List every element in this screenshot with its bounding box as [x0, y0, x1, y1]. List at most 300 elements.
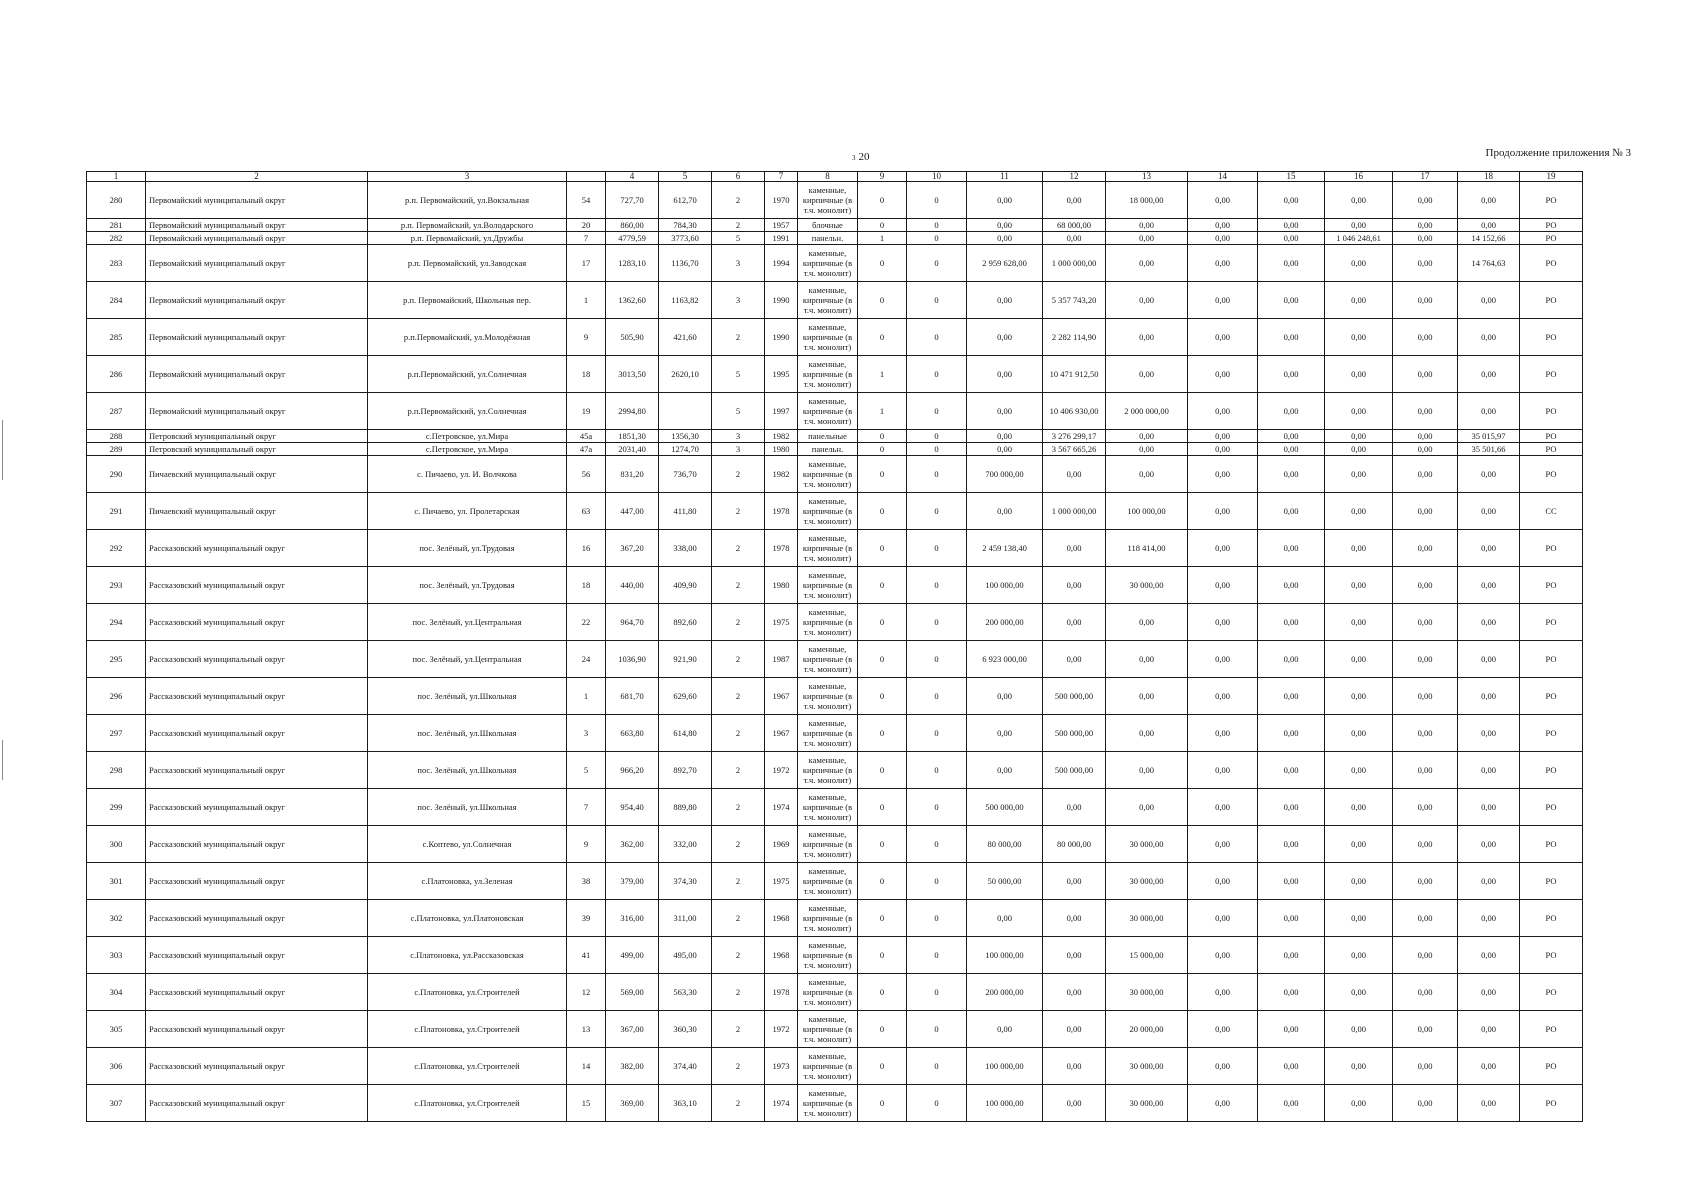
table-cell: 2	[712, 1048, 765, 1085]
table-cell: 2	[712, 641, 765, 678]
table-cell: каменные, кирпичные (в т.ч. монолит)	[798, 641, 858, 678]
table-cell: 0	[907, 826, 967, 863]
table-cell: 1974	[765, 1085, 798, 1122]
table-cell: 2031,40	[606, 443, 659, 456]
table-row	[87, 752, 1583, 789]
table-cell: р.п. Первомайский, ул.Заводская	[368, 245, 567, 282]
table-cell: 363,10	[659, 1085, 712, 1122]
table-cell: 2	[712, 1011, 765, 1048]
table-cell: 374,30	[659, 863, 712, 900]
table-cell: 7	[567, 232, 606, 245]
table-cell: 1283,10	[606, 245, 659, 282]
table-row	[87, 715, 1583, 752]
table-cell: РО	[1520, 567, 1583, 604]
table-cell: СС	[1520, 493, 1583, 530]
table-cell: 2	[712, 678, 765, 715]
table-cell: 0	[858, 282, 907, 319]
table-cell: 0,00	[1458, 826, 1520, 863]
table-cell: 0,00	[1188, 430, 1258, 443]
table-cell: 5	[712, 393, 765, 430]
table-cell: 45а	[567, 430, 606, 443]
table-cell: пос. Зелёный, ул.Трудовая	[368, 530, 567, 567]
table-cell: 736,70	[659, 456, 712, 493]
table-cell: 0,00	[1188, 937, 1258, 974]
table-cell: 0,00	[1188, 974, 1258, 1011]
table-cell: с.Петровское, ул.Мира	[368, 443, 567, 456]
table-cell: 0,00	[1325, 937, 1393, 974]
table-cell: 2	[712, 974, 765, 1011]
table-cell: 1	[858, 393, 907, 430]
table-cell: РО	[1520, 1011, 1583, 1048]
table-cell: каменные, кирпичные (в т.ч. монолит)	[798, 319, 858, 356]
table-cell: с.Платоновка, ул.Строителей	[368, 1048, 567, 1085]
table-cell: РО	[1520, 715, 1583, 752]
table-cell: 0,00	[1106, 319, 1188, 356]
table-cell: 0	[907, 245, 967, 282]
table-cell: 2994,80	[606, 393, 659, 430]
table-cell: 0,00	[967, 430, 1043, 443]
table-cell: 0	[907, 530, 967, 567]
table-cell: 2	[712, 604, 765, 641]
table-row	[87, 245, 1583, 282]
table-cell: 1967	[765, 715, 798, 752]
table-cell: 1362,60	[606, 282, 659, 319]
table-cell: 292	[87, 530, 146, 567]
table-cell: 1978	[765, 493, 798, 530]
table-cell: 1982	[765, 456, 798, 493]
table-cell: 0,00	[1458, 493, 1520, 530]
table-cell: Рассказовский муниципальный округ	[146, 678, 368, 715]
table-cell: 0,00	[1458, 1048, 1520, 1085]
table-cell: 0,00	[967, 1011, 1043, 1048]
table-cell: 2	[712, 219, 765, 232]
table-cell: 2	[712, 752, 765, 789]
table-cell: 0,00	[967, 900, 1043, 937]
table-cell: 0	[907, 319, 967, 356]
table-cell: 1	[858, 232, 907, 245]
table-cell: 0,00	[1458, 678, 1520, 715]
table-cell: 2	[712, 456, 765, 493]
table-cell: 0,00	[1458, 567, 1520, 604]
table-cell: 14 764,63	[1458, 245, 1520, 282]
table-cell: 0,00	[1325, 974, 1393, 1011]
table-cell: 447,00	[606, 493, 659, 530]
table-cell: 0,00	[1258, 826, 1325, 863]
table-cell: 0,00	[1258, 356, 1325, 393]
table-cell: 784,30	[659, 219, 712, 232]
table-cell: 0,00	[1258, 1048, 1325, 1085]
table-cell: 2	[712, 182, 765, 219]
table-cell: 0,00	[967, 219, 1043, 232]
table-cell: 0,00	[1393, 232, 1458, 245]
table-cell: 1957	[765, 219, 798, 232]
table-cell: 0,00	[1188, 752, 1258, 789]
table-cell: 0,00	[967, 282, 1043, 319]
table-cell: 2	[712, 826, 765, 863]
table-cell: 311,00	[659, 900, 712, 937]
table-cell: 0,00	[1188, 456, 1258, 493]
table-cell: 338,00	[659, 530, 712, 567]
table-cell: 0	[907, 789, 967, 826]
table-cell: пос. Зелёный, ул.Школьная	[368, 678, 567, 715]
table-cell: 20	[567, 219, 606, 232]
table-cell: 0	[858, 430, 907, 443]
table-cell: Рассказовский муниципальный округ	[146, 1011, 368, 1048]
table-cell: 295	[87, 641, 146, 678]
table-cell: 30 000,00	[1106, 974, 1188, 1011]
table-cell: 0,00	[1458, 974, 1520, 1011]
table-cell: 569,00	[606, 974, 659, 1011]
table-cell: 0,00	[1458, 789, 1520, 826]
column-header: 18	[1458, 172, 1520, 182]
table-cell: 0,00	[1325, 604, 1393, 641]
table-cell: 681,70	[606, 678, 659, 715]
table-cell: 1973	[765, 1048, 798, 1085]
column-header: 15	[1258, 172, 1325, 182]
table-cell: 0,00	[1258, 567, 1325, 604]
table-cell: 0	[858, 1048, 907, 1085]
table-cell: 100 000,00	[967, 937, 1043, 974]
table-cell: 15	[567, 1085, 606, 1122]
table-cell: 0,00	[1325, 356, 1393, 393]
table-cell: 409,90	[659, 567, 712, 604]
table-cell: с.Платоновка, ул.Рассказовская	[368, 937, 567, 974]
table-cell: с.Платоновка, ул.Строителей	[368, 1085, 567, 1122]
table-cell: 0,00	[1325, 182, 1393, 219]
table-cell: 382,00	[606, 1048, 659, 1085]
table-cell: панельн.	[798, 443, 858, 456]
table-cell: 727,70	[606, 182, 659, 219]
table-cell: р.п.Первомайский, ул.Солнечная	[368, 356, 567, 393]
table-cell: РО	[1520, 678, 1583, 715]
table-cell: 294	[87, 604, 146, 641]
table-cell: 2	[712, 900, 765, 937]
table-cell: 13	[567, 1011, 606, 1048]
table-cell: 0,00	[1188, 182, 1258, 219]
table-cell: 1356,30	[659, 430, 712, 443]
table-cell: 0,00	[1188, 789, 1258, 826]
column-header: 11	[967, 172, 1043, 182]
table-cell: 892,60	[659, 604, 712, 641]
table-row	[87, 974, 1583, 1011]
table-cell: с. Пичаево, ул. И. Волчкова	[368, 456, 567, 493]
table-cell: 0,00	[1188, 319, 1258, 356]
table-cell: 0,00	[1188, 1085, 1258, 1122]
table-cell: 0,00	[1458, 1011, 1520, 1048]
table-cell: 612,70	[659, 182, 712, 219]
table-row	[87, 393, 1583, 430]
table-cell: 12	[567, 974, 606, 1011]
table-cell: РО	[1520, 530, 1583, 567]
table-cell: 0	[858, 604, 907, 641]
table-cell: 0	[858, 456, 907, 493]
table-cell: 4779,59	[606, 232, 659, 245]
table-cell: 0	[907, 443, 967, 456]
table-cell: 1851,30	[606, 430, 659, 443]
table-cell: 0	[858, 752, 907, 789]
table-cell: 2	[712, 567, 765, 604]
table-cell: 0	[858, 219, 907, 232]
table-cell: 1975	[765, 863, 798, 900]
table-cell: 0,00	[1258, 604, 1325, 641]
table-cell: 0,00	[1393, 245, 1458, 282]
table-cell: 0,00	[1325, 789, 1393, 826]
table-cell: 56	[567, 456, 606, 493]
table-cell: 0,00	[1325, 641, 1393, 678]
table-cell: 0,00	[1188, 863, 1258, 900]
table-cell: 0,00	[1106, 456, 1188, 493]
table-cell: 0,00	[1393, 493, 1458, 530]
table-cell: 288	[87, 430, 146, 443]
table-cell: 1	[567, 282, 606, 319]
table-cell: 24	[567, 641, 606, 678]
table-cell: 3	[712, 443, 765, 456]
table-cell: 280	[87, 182, 146, 219]
table-cell: 0,00	[1393, 443, 1458, 456]
table-cell: 281	[87, 219, 146, 232]
table-cell: 0,00	[1393, 604, 1458, 641]
table-cell: 0,00	[1043, 863, 1106, 900]
table-cell: каменные, кирпичные (в т.ч. монолит)	[798, 937, 858, 974]
table-cell: 369,00	[606, 1085, 659, 1122]
table-cell: 2 459 138,40	[967, 530, 1043, 567]
table-cell: 2 282 114,90	[1043, 319, 1106, 356]
table-cell: 303	[87, 937, 146, 974]
table-cell: 284	[87, 282, 146, 319]
table-cell: 3	[712, 282, 765, 319]
table-cell: 0,00	[1258, 715, 1325, 752]
table-cell: 700 000,00	[967, 456, 1043, 493]
table-cell: 0	[907, 232, 967, 245]
column-header: 1	[87, 172, 146, 182]
table-cell: 30 000,00	[1106, 1048, 1188, 1085]
table-cell: 0,00	[1106, 443, 1188, 456]
table-cell: 0,00	[1458, 356, 1520, 393]
table-cell: 0	[907, 1048, 967, 1085]
column-header: 19	[1520, 172, 1583, 182]
table-cell: 0,00	[1188, 715, 1258, 752]
table-cell: 302	[87, 900, 146, 937]
table-cell: 0,00	[1043, 641, 1106, 678]
table-cell: 1980	[765, 567, 798, 604]
table-cell: 2620,10	[659, 356, 712, 393]
table-cell: 0,00	[1458, 641, 1520, 678]
table-cell: 47а	[567, 443, 606, 456]
table-cell: пос. Зелёный, ул.Школьная	[368, 715, 567, 752]
table-cell: 0,00	[1458, 1085, 1520, 1122]
table-cell: 0,00	[1325, 1048, 1393, 1085]
table-cell: 0	[907, 219, 967, 232]
table-cell: 0,00	[1393, 752, 1458, 789]
table-cell: 0,00	[1393, 715, 1458, 752]
table-cell: с.Петровское, ул.Мира	[368, 430, 567, 443]
table-cell: 3	[567, 715, 606, 752]
table-cell: 0,00	[1188, 567, 1258, 604]
table-cell: 0	[858, 182, 907, 219]
table-cell: каменные, кирпичные (в т.ч. монолит)	[798, 456, 858, 493]
column-header: 10	[907, 172, 967, 182]
table-cell: 0,00	[1258, 182, 1325, 219]
table-cell: 0,00	[1393, 282, 1458, 319]
table-cell: РО	[1520, 1085, 1583, 1122]
table-cell: 0	[858, 641, 907, 678]
table-cell: Рассказовский муниципальный округ	[146, 937, 368, 974]
table-cell: 38	[567, 863, 606, 900]
table-row	[87, 826, 1583, 863]
table-cell: РО	[1520, 443, 1583, 456]
table-cell: 9	[567, 319, 606, 356]
table-cell: 0,00	[1325, 245, 1393, 282]
table-cell: 0,00	[1325, 863, 1393, 900]
table-cell: 563,30	[659, 974, 712, 1011]
column-header: 6	[712, 172, 765, 182]
table-cell: 2	[712, 530, 765, 567]
table-cell: 0,00	[1188, 900, 1258, 937]
table-row	[87, 319, 1583, 356]
table-row	[87, 282, 1583, 319]
table-cell: 0	[907, 641, 967, 678]
table-cell: 1274,70	[659, 443, 712, 456]
table-cell: 0,00	[1393, 900, 1458, 937]
table-cell: 964,70	[606, 604, 659, 641]
table-cell: 1982	[765, 430, 798, 443]
table-cell: РО	[1520, 319, 1583, 356]
table-cell: пос. Зелёный, ул.Школьная	[368, 789, 567, 826]
table-cell: РО	[1520, 282, 1583, 319]
table-cell: 0,00	[1106, 604, 1188, 641]
table-cell: 282	[87, 232, 146, 245]
table-cell: 860,00	[606, 219, 659, 232]
table-cell: Первомайский муниципальный округ	[146, 232, 368, 245]
table-cell: 0,00	[1458, 715, 1520, 752]
table-cell: 306	[87, 1048, 146, 1085]
table-cell: 0,00	[967, 393, 1043, 430]
table-cell: 0,00	[1106, 715, 1188, 752]
table-cell: 2	[712, 937, 765, 974]
table-cell: 0,00	[1106, 282, 1188, 319]
table-cell: 304	[87, 974, 146, 1011]
table-cell: 379,00	[606, 863, 659, 900]
table-cell: 296	[87, 678, 146, 715]
table-cell: каменные, кирпичные (в т.ч. монолит)	[798, 789, 858, 826]
table-cell: 0,00	[1393, 393, 1458, 430]
table-cell: 1163,82	[659, 282, 712, 319]
table-cell: 1136,70	[659, 245, 712, 282]
table-cell: 367,20	[606, 530, 659, 567]
table-cell: 0,00	[1458, 182, 1520, 219]
page-number-mark: 3	[852, 154, 856, 162]
column-header: 7	[765, 172, 798, 182]
table-cell: 18	[567, 567, 606, 604]
table-cell: 0,00	[1258, 1085, 1325, 1122]
table-row	[87, 356, 1583, 393]
table-cell: 1972	[765, 752, 798, 789]
table-cell: 0,00	[1188, 604, 1258, 641]
table-row	[87, 863, 1583, 900]
table-cell: 0,00	[1258, 900, 1325, 937]
table-cell: 0,00	[1043, 604, 1106, 641]
table-cell: 0,00	[1393, 219, 1458, 232]
table-cell: 0,00	[1258, 282, 1325, 319]
page-number	[852, 151, 870, 163]
table-cell: 3773,60	[659, 232, 712, 245]
table-cell: 0	[907, 356, 967, 393]
table-cell: 299	[87, 789, 146, 826]
table-cell: 362,00	[606, 826, 659, 863]
table-row	[87, 182, 1583, 219]
table-cell: РО	[1520, 604, 1583, 641]
table-cell: 500 000,00	[1043, 678, 1106, 715]
table-cell: 0,00	[1043, 974, 1106, 1011]
table-cell: 0,00	[1106, 356, 1188, 393]
table-cell: 0,00	[1188, 826, 1258, 863]
table-cell: 1967	[765, 678, 798, 715]
table-cell: 0,00	[1258, 974, 1325, 1011]
table-cell: 30 000,00	[1106, 567, 1188, 604]
table-cell: РО	[1520, 219, 1583, 232]
table-cell: 316,00	[606, 900, 659, 937]
table-cell: 300	[87, 826, 146, 863]
table-row	[87, 567, 1583, 604]
table-cell: 0,00	[1188, 245, 1258, 282]
table-cell: 0,00	[1325, 530, 1393, 567]
table-row	[87, 937, 1583, 974]
table-cell: 0,00	[1043, 456, 1106, 493]
table-cell: 0,00	[1106, 752, 1188, 789]
table-cell: 0	[858, 493, 907, 530]
table-cell: 2	[712, 1085, 765, 1122]
table-cell: 0,00	[1325, 567, 1393, 604]
table-header-row	[87, 172, 1583, 182]
table-cell: РО	[1520, 182, 1583, 219]
table-cell: 500 000,00	[967, 789, 1043, 826]
table-cell: 1 000 000,00	[1043, 245, 1106, 282]
table-cell: РО	[1520, 752, 1583, 789]
table-cell: 0	[907, 752, 967, 789]
table-cell: 0,00	[1188, 356, 1258, 393]
table-cell: 440,00	[606, 567, 659, 604]
column-header: 2	[146, 172, 368, 182]
table-row	[87, 219, 1583, 232]
table-cell: 0,00	[1393, 974, 1458, 1011]
table-cell: 2	[712, 715, 765, 752]
table-cell: 0,00	[1258, 430, 1325, 443]
table-cell: 0,00	[1106, 245, 1188, 282]
table-cell: 0,00	[1043, 1085, 1106, 1122]
table-cell: 1970	[765, 182, 798, 219]
table-cell: каменные, кирпичные (в т.ч. монолит)	[798, 900, 858, 937]
table-cell: 5	[567, 752, 606, 789]
table-row	[87, 443, 1583, 456]
table-cell: 0	[858, 1085, 907, 1122]
table-cell: РО	[1520, 641, 1583, 678]
table-cell: 0,00	[1393, 567, 1458, 604]
table-cell: 100 000,00	[1106, 493, 1188, 530]
table-cell: 0	[858, 567, 907, 604]
table-cell: 35 501,66	[1458, 443, 1520, 456]
table-cell: 0	[858, 863, 907, 900]
table-cell: Петровский муниципальный округ	[146, 430, 368, 443]
table-cell: 200 000,00	[967, 974, 1043, 1011]
table-cell: 495,00	[659, 937, 712, 974]
table-cell: РО	[1520, 245, 1583, 282]
table-cell: РО	[1520, 356, 1583, 393]
column-header: 16	[1325, 172, 1393, 182]
table-cell: 17	[567, 245, 606, 282]
table-cell: РО	[1520, 430, 1583, 443]
table-cell: 0,00	[967, 752, 1043, 789]
table-cell: 629,60	[659, 678, 712, 715]
